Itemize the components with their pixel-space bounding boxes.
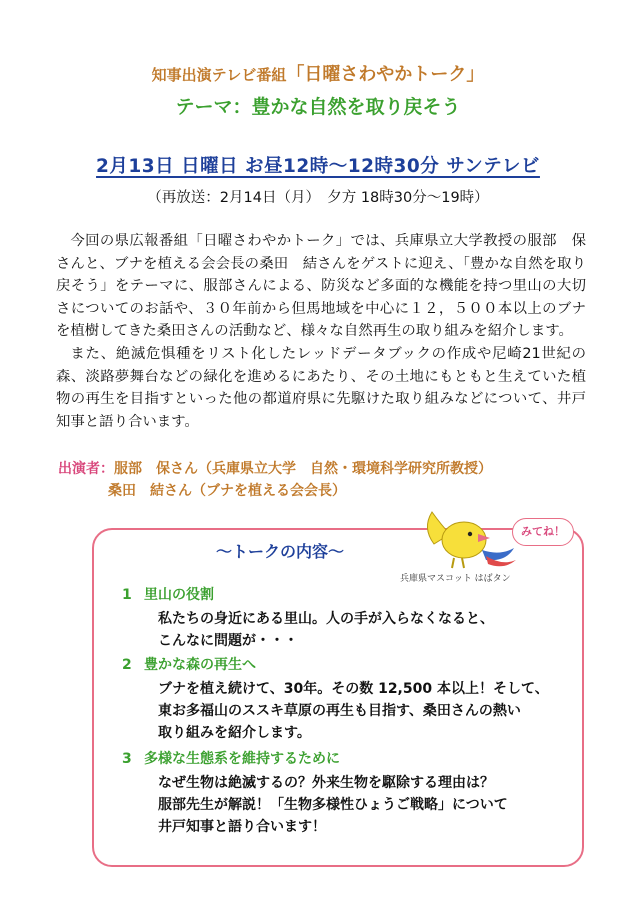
program-prefix: 知事出演テレビ番組 [151, 66, 287, 84]
rebroadcast-time: （再放送：2月14日（月） 夕方 18時30分〜19時） [147, 190, 489, 206]
item-line: 私たちの身近にある里山。人の手が入らなくなると、 [158, 611, 494, 627]
item-line: 東お多福山のススキ草原の再生も目指す、桑田さんの熱い [158, 703, 521, 719]
mascot-bird-icon [420, 500, 520, 572]
performers [58, 458, 492, 502]
talk-item-3 [122, 748, 572, 838]
performers-label: 出演者： [58, 461, 114, 477]
item-number: 1 [122, 587, 132, 603]
talk-item-2 [122, 654, 572, 744]
mascot-caption: 兵庫県マスコット はばタン [400, 574, 511, 584]
body-text [56, 230, 586, 433]
body-paragraph-1: 今回の県広報番組「日曜さわやかトーク」では、兵庫県立大学教授の服部 保さんと、ブナを植える会会長の桑田 結さんをゲストに迎え、「豊かな自然を取り戻そう」をテーマに、服部さんによる、防災など多面的な機能を持つ里山の大切さについてのお話や、３０年前から但馬地域を中心に１２，５００本以上のブナを植樹してきた桑田さんの活動など、様々な自然再生の取り組みを紹介します。 [56, 233, 586, 340]
talk-heading: 〜トークの内容〜 [216, 542, 345, 561]
item-line: 井戸知事と語り合います！ [158, 819, 326, 835]
broadcast-main: 2月13日 日曜日 お昼12時〜12時30分 サンテレビ [96, 156, 540, 177]
item-number: 2 [122, 657, 132, 673]
talk-item-1 [122, 584, 572, 652]
item-line: 服部先生が解説！「生物多様性ひょうご戦略」について [158, 797, 508, 813]
program-name: 「日曜さわやかトーク」 [286, 64, 485, 85]
item-title: 里山の役割 [144, 587, 214, 603]
item-line: こんなに問題が・・・ [158, 633, 298, 649]
speech-bubble: みてね！ [512, 518, 574, 546]
item-line: 取り組みを紹介します。 [158, 725, 311, 741]
item-title: 豊かな森の再生へ [144, 657, 256, 673]
item-line: なぜ生物は絶滅するの？外来生物を駆除する理由は？ [158, 775, 494, 791]
program-title [0, 60, 636, 86]
performer-2: 桑田 結さん（ブナを植える会会長） [108, 483, 346, 499]
performer-1: 服部 保さん（兵庫県立大学 自然・環境科学研究所教授） [114, 461, 492, 477]
body-paragraph-2: また、絶滅危惧種をリスト化したレッドデータブックの作成や尼崎21世紀の森、淡路夢舞台などの緑化を進めるにあたり、その土地にもともと生えていた植物の再生を目指すといった他の都道府県に先駆けた取り組みなどについて、井戸知事と語り合います。 [56, 345, 586, 430]
theme-title: テーマ：豊かな自然を取り戻そう [175, 96, 461, 118]
item-title: 多様な生態系を維持するために [144, 751, 340, 767]
item-line: ブナを植え続けて、30年。その数 12,500 本以上！そして、 [158, 681, 549, 697]
broadcast-time [0, 152, 636, 178]
item-number: 3 [122, 751, 132, 767]
